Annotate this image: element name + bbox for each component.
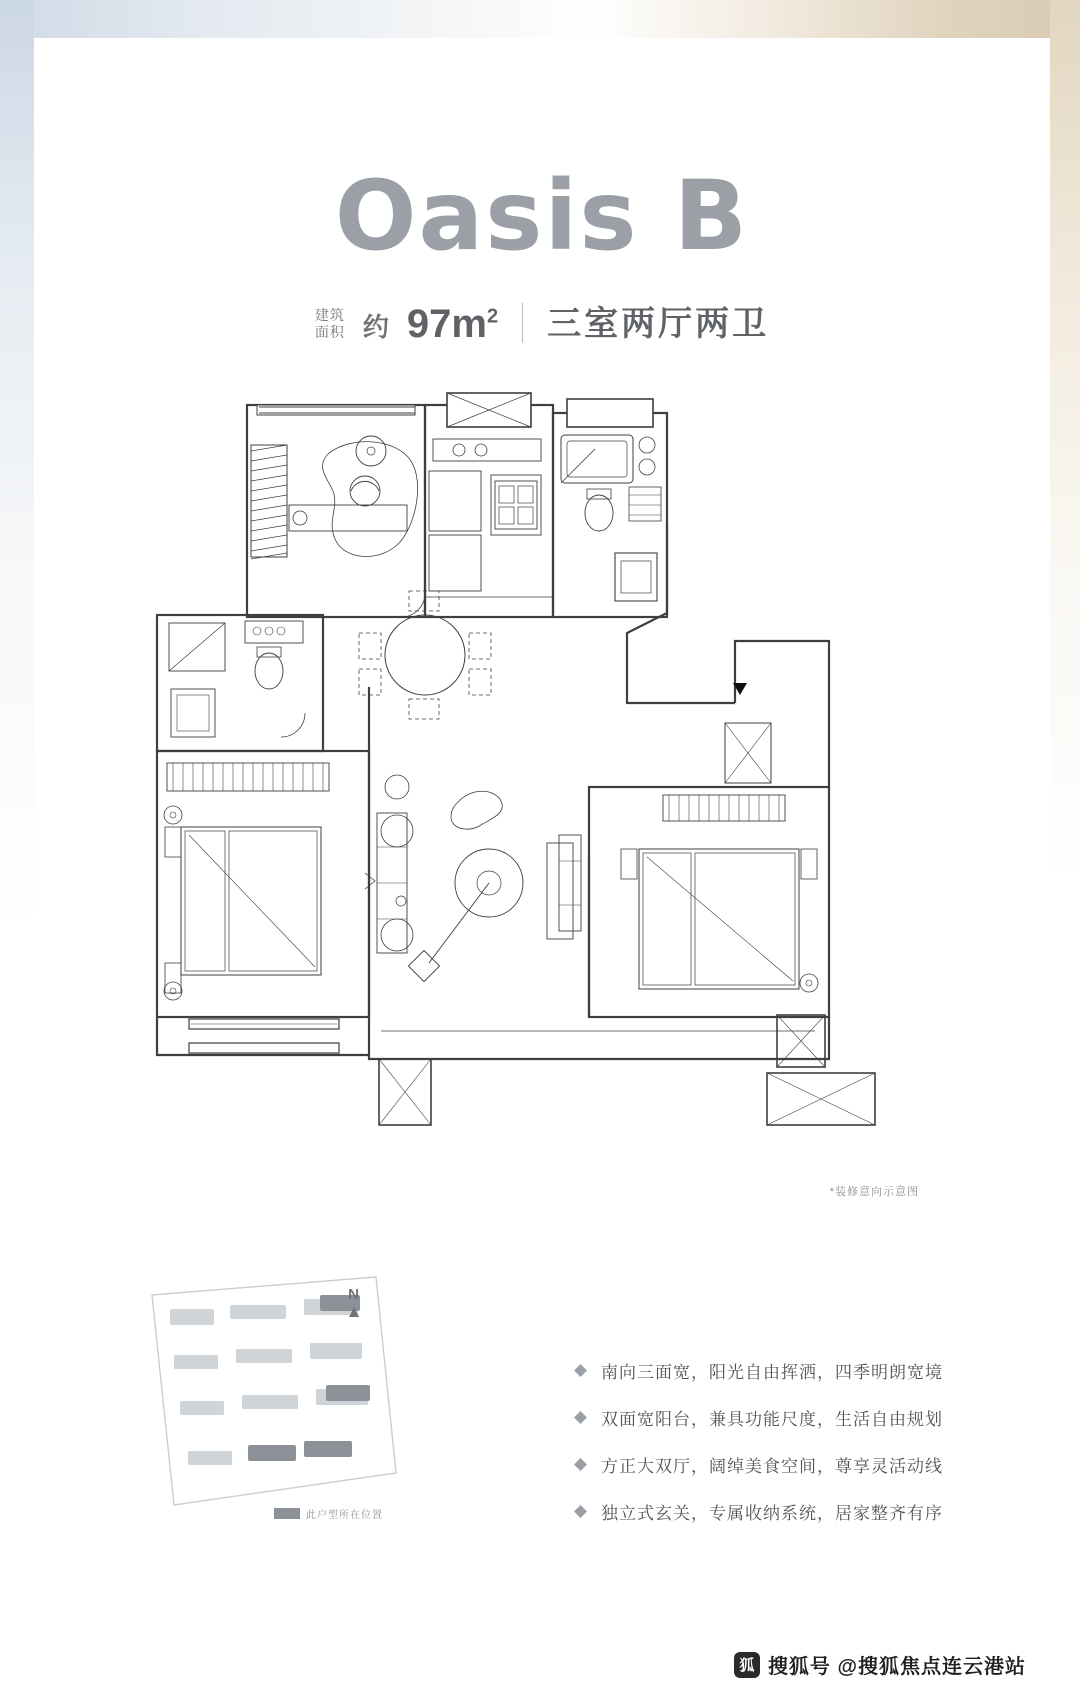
- diamond-bullet-icon: [574, 1458, 587, 1471]
- decorative-top-band: [0, 0, 1080, 38]
- room-type: 三室两厅两卫: [547, 305, 770, 343]
- diamond-bullet-icon: [574, 1411, 587, 1424]
- decorative-right-rail: [1050, 0, 1080, 1695]
- decorative-left-rail: [0, 0, 34, 1695]
- legend-label: 此户型所在位置: [306, 1510, 383, 1521]
- compass: [334, 1286, 374, 1319]
- list-item: [574, 1405, 1004, 1430]
- compass-north-label: N: [348, 1286, 360, 1303]
- source-watermark: [734, 1650, 1026, 1679]
- page-content: [34, 38, 1050, 1695]
- feature-list: [574, 1358, 1004, 1546]
- area-summary: [34, 296, 1050, 347]
- compass-arrow-icon: ▲: [345, 1302, 363, 1321]
- area-label-line2: 面积: [314, 324, 345, 340]
- list-item: [574, 1358, 1004, 1383]
- list-item: [574, 1499, 1004, 1524]
- diamond-bullet-icon: [574, 1505, 587, 1518]
- feature-text: 独立式玄关，专属收纳系统，居家整齐有序: [601, 1504, 943, 1523]
- area-approx: 约: [362, 312, 389, 342]
- diamond-bullet-icon: [574, 1364, 587, 1377]
- feature-text: 南向三面宽，阳光自由挥洒，四季明朗宽境: [601, 1363, 943, 1382]
- area-value: [407, 302, 498, 347]
- key-plan-legend: [274, 1506, 514, 1521]
- area-unit-exponent: 2: [486, 305, 499, 328]
- page-title: Oasis B: [334, 160, 750, 272]
- source-label: 搜狐号 @搜狐焦点连云港站: [767, 1656, 1026, 1678]
- area-label-line1: 建筑: [314, 307, 345, 323]
- plan-disclaimer: *装修意向示意图: [829, 1186, 919, 1198]
- area-label: [315, 307, 345, 347]
- feature-text: 双面宽阳台，兼具功能尺度，生活自由规划: [601, 1410, 943, 1429]
- feature-text: 方正大双厅，阔绰美食空间，尊享灵活动线: [601, 1457, 943, 1476]
- area-number: 97m: [406, 302, 487, 346]
- floor-plan: [129, 383, 919, 1203]
- legend-swatch-icon: [274, 1508, 300, 1519]
- vertical-divider: [522, 303, 523, 343]
- sohu-logo-icon: 狐: [734, 1652, 760, 1678]
- list-item: [574, 1452, 1004, 1477]
